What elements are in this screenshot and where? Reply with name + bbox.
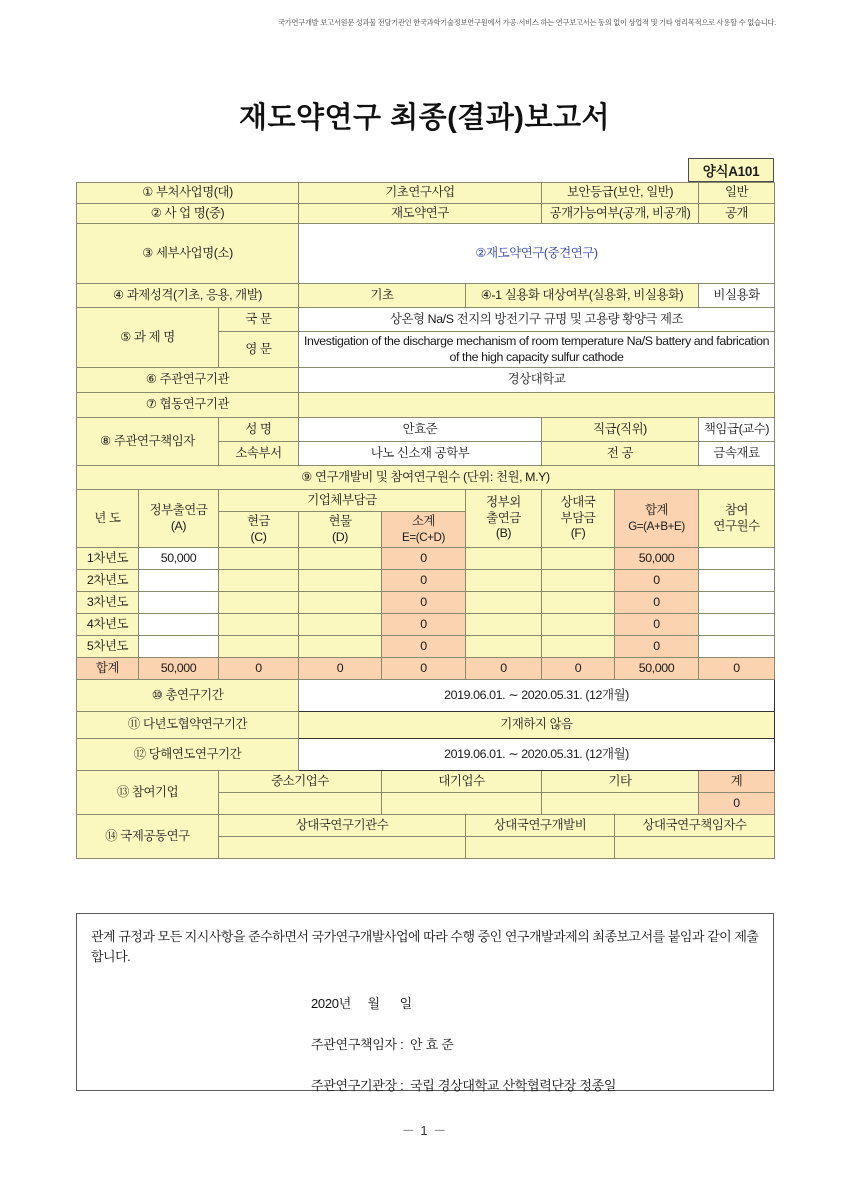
funding-cell-kind <box>299 636 382 658</box>
label-sub-project: ③ 세부사업명(소) <box>77 224 299 284</box>
funding-header-nongov-l3: (B) <box>495 526 512 541</box>
funding-cell-partner <box>542 592 615 614</box>
label-pi-name: 성 명 <box>219 418 299 442</box>
form-badge-row <box>76 158 774 182</box>
funding-total-kind: 0 <box>299 658 382 680</box>
funding-cell-cash <box>219 614 299 636</box>
funding-total-nongov: 0 <box>466 658 542 680</box>
funding-header-kind-main: 현물 <box>328 514 352 528</box>
funding-cell-total: 0 <box>615 592 699 614</box>
funding-cell-cash <box>219 570 299 592</box>
funding-cell-researchers <box>699 636 775 658</box>
funding-cell-year: 1차년도 <box>77 548 139 570</box>
label-partner-rnd-cost: 상대국연구개발비 <box>466 815 615 837</box>
value-company-sum: 0 <box>699 793 775 815</box>
funding-header-gov-sub: (A) <box>170 518 187 533</box>
funding-cell-subtotal: 0 <box>382 570 466 592</box>
label-dept-project: ① 부처사업명(대) <box>77 183 299 204</box>
label-multiyear-period: ⑪ 다년도협약연구기간 <box>77 712 299 739</box>
value-pi-name: 안효준 <box>299 418 542 442</box>
funding-cell-nongov <box>466 570 542 592</box>
funding-cell-cash <box>219 592 299 614</box>
page-number: － 1 － <box>401 1123 448 1138</box>
funding-header-res-l2: 연구원수 <box>713 518 760 533</box>
value-commercialization: 비실용화 <box>699 284 775 308</box>
funding-cell-kind <box>299 592 382 614</box>
label-pi-rank: 직급(직위) <box>542 418 699 442</box>
copyright-notice: 국가연구개발 보고서원문 성과물 전담기관인 한국과학기술정보연구원에서 가공·서비스 하는 연구보고서는 동의 없이 상업적 및 기타 영리목적으로 사용할 수 없습니다. <box>277 18 776 27</box>
table-row-coop-org <box>77 393 775 418</box>
value-security-level: 일반 <box>699 183 775 204</box>
funding-cell-gov <box>139 614 219 636</box>
funding-header-partner <box>542 490 615 548</box>
signature-date: 2020년 월 일 <box>311 996 412 1012</box>
funding-cell-total: 0 <box>615 570 699 592</box>
label-company-sum: 계 <box>699 771 775 793</box>
funding-header-cash-main: 현금 <box>246 514 271 528</box>
funding-cell-subtotal: 0 <box>382 614 466 636</box>
funding-row-year1 <box>77 548 775 570</box>
funding-cell-total: 50,000 <box>615 548 699 570</box>
funding-header-total-sub: G=(A+B+E) <box>628 519 685 533</box>
funding-header-gov-main: 정부출연금 <box>149 503 208 517</box>
funding-cell-gov <box>139 636 219 658</box>
funding-cell-gov: 50,000 <box>139 548 219 570</box>
label-project-name: ② 사 업 명(중) <box>77 203 299 224</box>
table-row-current-period <box>77 739 775 771</box>
funding-total-researchers: 0 <box>699 658 775 680</box>
funding-header-researchers <box>699 490 775 548</box>
funding-cell-cash <box>219 548 299 570</box>
value-other-company <box>542 793 699 815</box>
funding-total-gov: 50,000 <box>139 658 219 680</box>
label-security-level: 보안등급(보안, 일반) <box>542 183 699 204</box>
label-pi-major: 전 공 <box>542 442 699 466</box>
value-project-type: 기초 <box>299 284 466 308</box>
value-multiyear-period: 기재하지 않음 <box>299 712 775 739</box>
funding-header-cash-sub: (C) <box>250 529 267 544</box>
value-title-korean: 상온형 Na/S 전지의 방전기구 규명 및 고용량 황양극 제조 <box>299 308 775 332</box>
table-row-pi-name <box>77 418 775 442</box>
table-row-dept-project <box>77 183 775 204</box>
funding-header-kind-sub: (D) <box>332 529 349 544</box>
funding-cell-kind <box>299 570 382 592</box>
funding-header-row-1 <box>77 490 775 512</box>
table-row-title-korean <box>77 308 775 332</box>
value-dept-project: 기초연구사업 <box>299 183 542 204</box>
label-participating-companies: ⑬ 참여기업 <box>77 771 219 815</box>
funding-cell-subtotal: 0 <box>382 548 466 570</box>
funding-total-total: 50,000 <box>615 658 699 680</box>
table-row-funding-title <box>77 466 775 490</box>
funding-header-partner-l3: (F) <box>570 526 586 541</box>
funding-header-total <box>615 490 699 548</box>
funding-total-year: 합계 <box>77 658 139 680</box>
funding-cell-researchers <box>699 570 775 592</box>
label-international-research: ⑭ 국제공동연구 <box>77 815 219 859</box>
funding-cell-kind <box>299 614 382 636</box>
funding-header-partner-l2: 부담금 <box>560 510 596 525</box>
funding-total-partner: 0 <box>542 658 615 680</box>
table-row-sub-project <box>77 224 775 284</box>
funding-cell-nongov <box>466 548 542 570</box>
funding-row-year3 <box>77 592 775 614</box>
funding-cell-year: 4차년도 <box>77 614 139 636</box>
submission-statement-text: 관계 규정과 모든 지시사항을 준수하면서 국가연구개발사업에 따라 수행 중인 연구개발과제의 최종보고서를 붙임과 같이 제출 합니다. <box>91 929 759 965</box>
label-host-org: ⑥ 주관연구기관 <box>77 368 299 393</box>
value-project-name: 재도약연구 <box>299 203 542 224</box>
value-total-period: 2019.06.01. ∼ 2020.05.31. (12개월) <box>299 680 775 712</box>
funding-header-sub-main: 소계 <box>411 514 436 528</box>
signature-institution-head: 주관연구기관장 : 국립 경상대학교 산학협력단장 정종일 <box>311 1078 617 1094</box>
label-current-period: ⑫ 당해연도연구기간 <box>77 739 299 771</box>
value-pi-rank: 책임급(교수) <box>699 418 775 442</box>
funding-cell-total: 0 <box>615 614 699 636</box>
funding-total-subtotal: 0 <box>382 658 466 680</box>
value-partner-rnd-cost <box>466 837 615 859</box>
label-other-company: 기타 <box>542 771 699 793</box>
funding-header-kind <box>299 512 382 548</box>
funding-section-title: ⑨ 연구개발비 및 참여연구원수 (단위: 천원, M.Y) <box>77 466 775 490</box>
funding-header-gov <box>139 490 219 548</box>
funding-header-year: 년 도 <box>77 490 139 548</box>
table-row-participating-companies-header <box>77 771 775 793</box>
label-coop-org: ⑦ 협동연구기관 <box>77 393 299 418</box>
funding-header-cash <box>219 512 299 548</box>
funding-cell-nongov <box>466 636 542 658</box>
funding-cell-gov <box>139 592 219 614</box>
funding-header-nongov-l1: 정부외 <box>486 495 521 510</box>
label-title-korean: 국 문 <box>219 308 299 332</box>
funding-cell-kind <box>299 548 382 570</box>
funding-cell-year: 3차년도 <box>77 592 139 614</box>
label-disclosure: 공개가능여부(공개, 비공개) <box>542 203 699 224</box>
report-cover-table <box>76 182 775 859</box>
funding-cell-partner <box>542 614 615 636</box>
table-row-host-org <box>77 368 775 393</box>
funding-header-nongov <box>466 490 542 548</box>
funding-cell-year: 2차년도 <box>77 570 139 592</box>
funding-header-subtotal <box>382 512 466 548</box>
funding-cell-partner <box>542 548 615 570</box>
label-total-period: ⑩ 총연구기간 <box>77 680 299 712</box>
value-large-company-count <box>382 793 542 815</box>
funding-cell-researchers <box>699 592 775 614</box>
table-row-total-period <box>77 680 775 712</box>
label-project-type: ④ 과제성격(기초, 응용, 개발) <box>77 284 299 308</box>
value-current-period: 2019.06.01. ∼ 2020.05.31. (12개월) <box>299 739 775 771</box>
value-host-org: 경상대학교 <box>299 368 775 393</box>
table-row-project-name <box>77 203 775 224</box>
value-partner-pi-count <box>615 837 775 859</box>
funding-cell-subtotal: 0 <box>382 636 466 658</box>
form-code-badge: 양식A101 <box>688 158 774 182</box>
value-disclosure: 공개 <box>699 203 775 224</box>
funding-cell-cash <box>219 636 299 658</box>
label-large-company-count: 대기업수 <box>382 771 542 793</box>
funding-cell-nongov <box>466 614 542 636</box>
table-row-multiyear-period <box>77 712 775 739</box>
signature-block <box>91 993 759 1094</box>
funding-header-sub-sub: E=(C+D) <box>402 530 445 544</box>
funding-cell-total: 0 <box>615 636 699 658</box>
funding-row-total <box>77 658 775 680</box>
funding-total-cash: 0 <box>219 658 299 680</box>
funding-row-year5 <box>77 636 775 658</box>
signature-principal-investigator: 주관연구책임자 : 안 효 준 <box>311 1037 454 1053</box>
funding-cell-partner <box>542 570 615 592</box>
label-partner-pi-count: 상대국연구책임자수 <box>615 815 775 837</box>
funding-cell-partner <box>542 636 615 658</box>
value-pi-major: 금속재료 <box>699 442 775 466</box>
label-commercialization: ④-1 실용화 대상여부(실용화, 비실용화) <box>466 284 699 308</box>
table-row-project-type <box>77 284 775 308</box>
funding-row-year2 <box>77 570 775 592</box>
label-title-english: 영 문 <box>219 332 299 368</box>
funding-cell-gov <box>139 570 219 592</box>
label-pi-dept: 소속부서 <box>219 442 299 466</box>
value-title-english: Investigation of the discharge mechanism of room temperature Na/S battery and fabrication of the high capacity sulfur cathode <box>299 332 775 368</box>
funding-cell-researchers <box>699 548 775 570</box>
value-coop-org <box>299 393 775 418</box>
value-sme-count <box>219 793 382 815</box>
label-project-title: ⑤ 과 제 명 <box>77 308 219 368</box>
funding-header-res-l1: 참여 <box>724 503 749 517</box>
page-title: 재도약연구 최종(결과)보고서 <box>238 102 611 134</box>
funding-row-year4 <box>77 614 775 636</box>
value-pi-dept: 나노 신소재 공학부 <box>299 442 542 466</box>
funding-cell-researchers <box>699 614 775 636</box>
funding-cell-year: 5차년도 <box>77 636 139 658</box>
value-sub-project: ②재도약연구(중견연구) <box>299 224 775 284</box>
funding-cell-subtotal: 0 <box>382 592 466 614</box>
table-row-intl-research-header <box>77 815 775 837</box>
funding-cell-nongov <box>466 592 542 614</box>
funding-header-total-main: 합계 <box>644 503 669 517</box>
label-partner-org-count: 상대국연구기관수 <box>219 815 466 837</box>
funding-header-partner-l1: 상대국 <box>560 495 596 510</box>
value-partner-org-count <box>219 837 466 859</box>
funding-header-corp-group: 기업체부담금 <box>219 490 466 512</box>
label-sme-count: 중소기업수 <box>219 771 382 793</box>
submission-statement-box <box>76 913 774 1094</box>
label-principal-investigator: ⑧ 주관연구책임자 <box>77 418 219 466</box>
funding-header-nongov-l2: 출연금 <box>486 510 521 525</box>
